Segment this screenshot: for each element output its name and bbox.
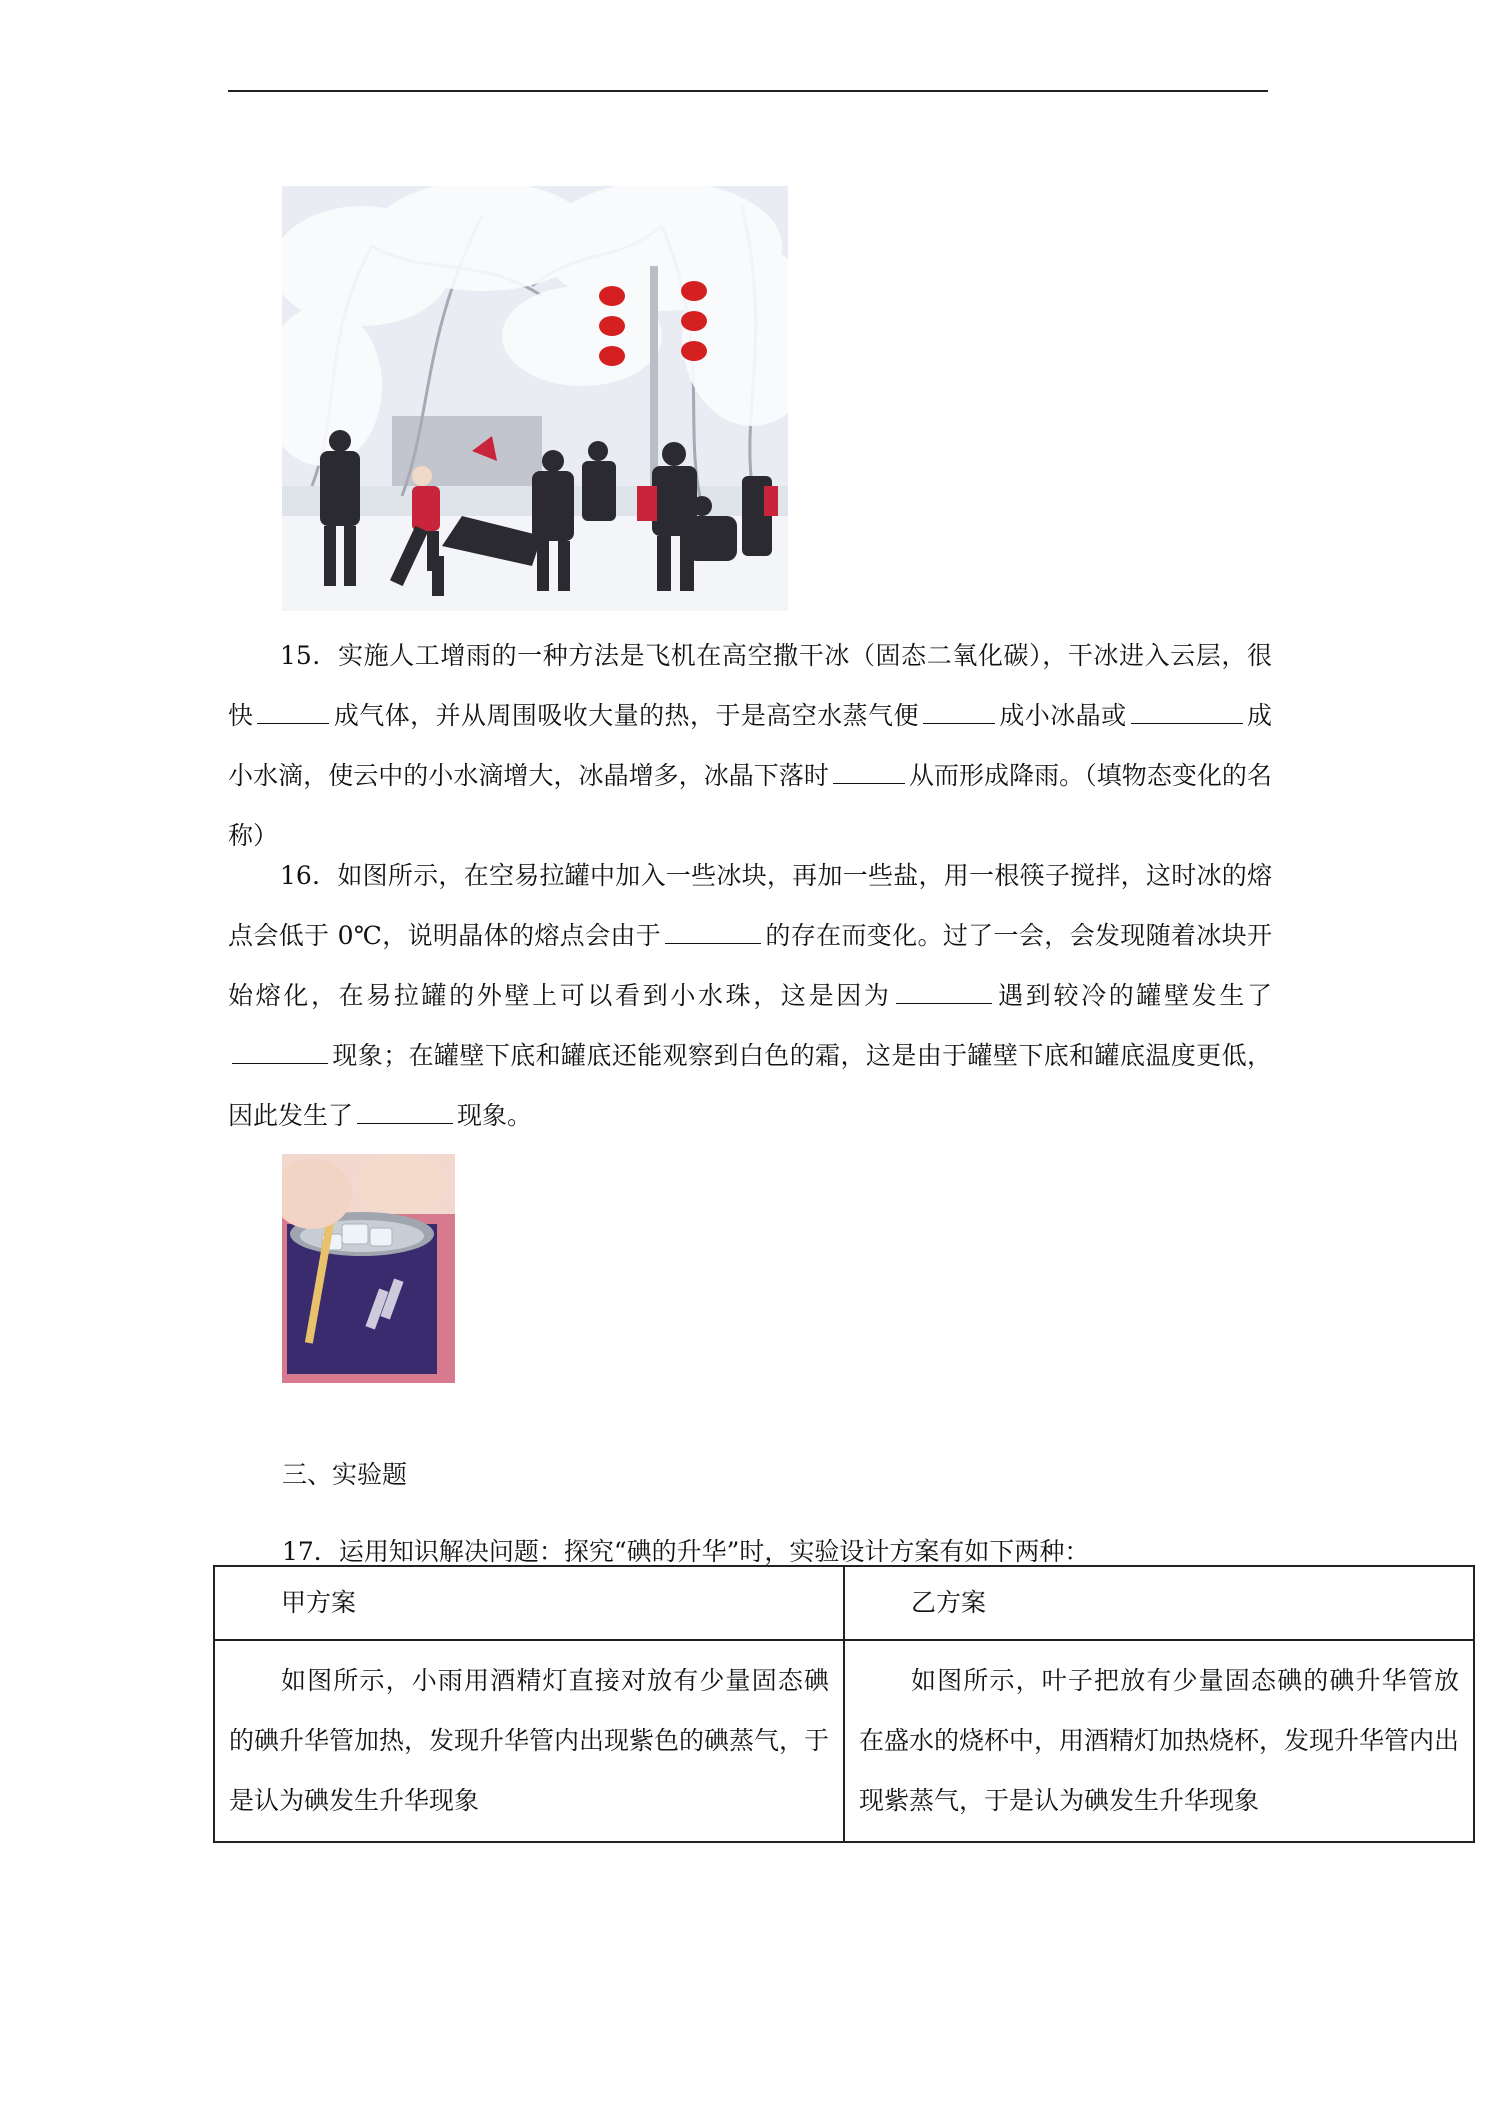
plan-a-header: 甲方案: [281, 1588, 357, 1617]
question-15-text-4: 成小水滴，使云中的小水滴增大，冰晶增多，冰晶下落时: [228, 701, 1272, 790]
answer-blank-16-4[interactable]: [357, 1097, 453, 1124]
experiment-plan-table: [213, 1565, 1475, 1843]
answer-blank-16-1[interactable]: [665, 917, 761, 944]
question-15: [228, 626, 1272, 866]
question-16-text-2: 的存在而变化。过了一会，会发现随着冰块开始熔化，在易拉罐的外壁上可以看到小水珠，这是因为: [228, 921, 1272, 1010]
plan-a-description: 如图所示，小雨用酒精灯直接对放有少量固态碘的碘升华管加热，发现升华管内出现紫色的碘蒸气，于是认为碘发生升华现象: [229, 1666, 830, 1815]
plan-b-description: 如图所示，叶子把放有少量固态碘的碘升华管放在盛水的烧杯中，用酒精灯加热烧杯，发现升华管内出现紫蒸气，于是认为碘发生升华现象: [859, 1666, 1460, 1815]
question-16-text-5: 现象。: [457, 1101, 533, 1130]
ice-can-photo: [282, 1154, 455, 1383]
answer-blank-16-2[interactable]: [896, 977, 992, 1004]
question-16: [228, 846, 1272, 1146]
table-header-cell: [214, 1566, 844, 1640]
answer-blank-15-2[interactable]: [923, 697, 995, 724]
table-row: [214, 1640, 1474, 1842]
answer-blank-16-3[interactable]: [232, 1037, 328, 1064]
question-16-text-4: 现象；在罐壁下底和罐底还能观察到白色的霜，这是由于罐壁下底和罐底温度更低，因此发生了: [228, 1041, 1272, 1130]
table-header-row: [214, 1566, 1474, 1640]
section-title: 三、实验题: [282, 1460, 408, 1489]
question-15-text-5: 从而形成降雨。（填物态变化的名称）: [228, 761, 1272, 850]
answer-blank-15-4[interactable]: [833, 757, 905, 784]
table-cell: [844, 1640, 1474, 1842]
plan-b-header: 乙方案: [911, 1588, 987, 1617]
question-16-number: 16．: [280, 861, 338, 890]
answer-blank-15-3[interactable]: [1131, 697, 1243, 724]
question-16-text-3: 遇到较冷的罐壁发生了: [995, 981, 1272, 1010]
question-16-text-1: 如图所示，在空易拉罐中加入一些冰块，再加一些盐，用一根筷子搅拌，这时冰的熔点会低于 0℃，说明晶体的熔点会由于: [228, 861, 1272, 950]
table-header-cell: [844, 1566, 1474, 1640]
table-cell: [214, 1640, 844, 1842]
header-rule: [228, 90, 1268, 92]
question-17-number: 17．: [282, 1537, 339, 1566]
snow-scene-photo: [282, 186, 788, 611]
question-15-number: 15．: [280, 641, 339, 670]
answer-blank-15-1[interactable]: [257, 697, 329, 724]
question-15-text-1: 实施人工增雨的一种方法是飞机在高空撒干冰（固态二氧化碳），干冰进入云层，很快: [228, 641, 1272, 730]
question-15-text-2: 成气体，并从周围吸收大量的热，于是高空水蒸气便: [333, 701, 919, 730]
question-15-text-3: 成小冰晶或: [998, 701, 1127, 730]
question-17-text: 运用知识解决问题：探究“碘的升华”时，实验设计方案有如下两种：: [338, 1537, 1090, 1566]
